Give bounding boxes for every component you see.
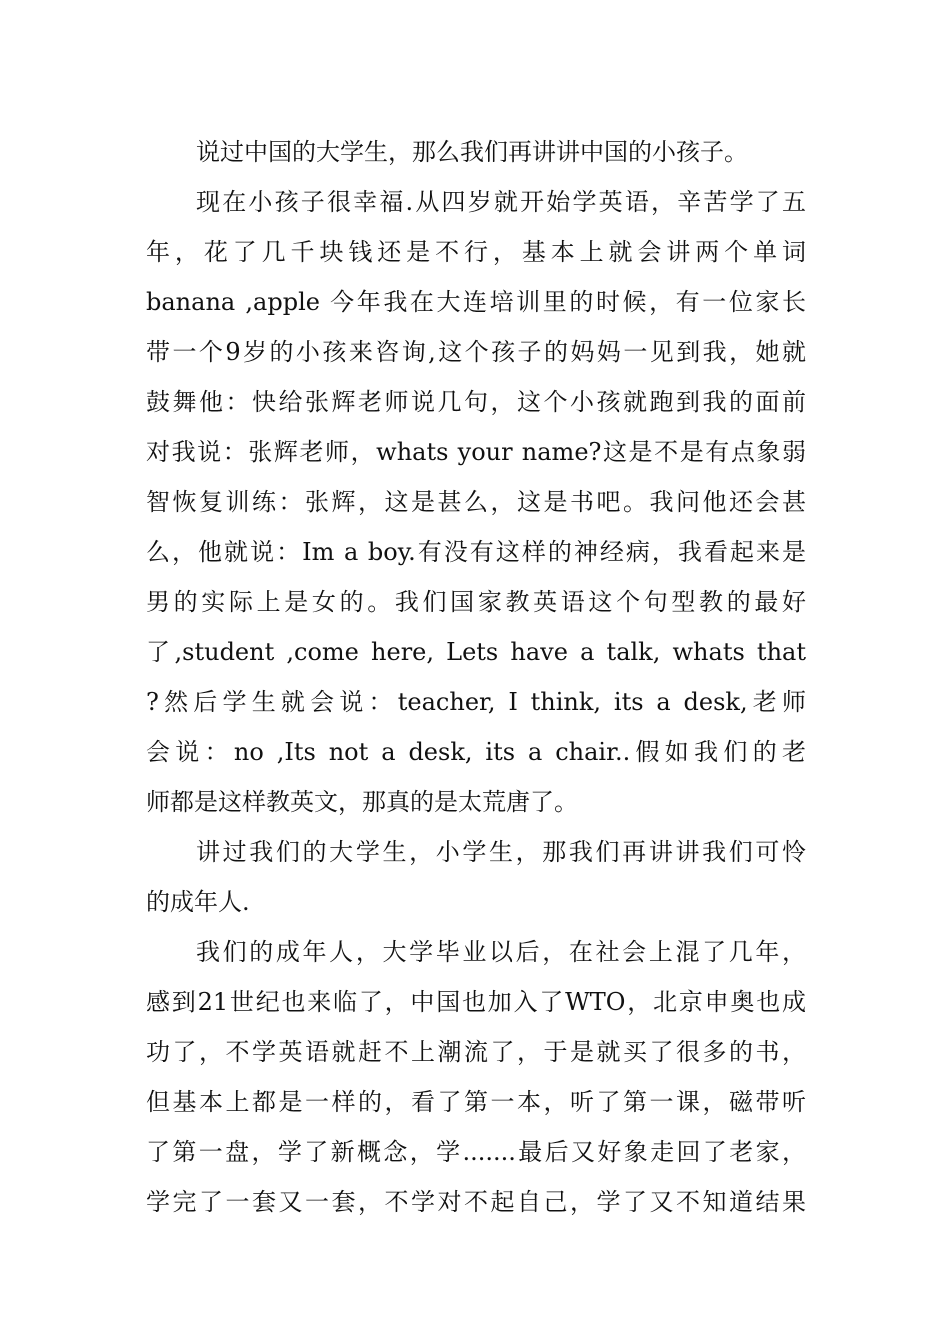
paragraph-line: 功了，不学英语就赶不上潮流了，于是就买了很多的书， <box>146 1038 806 1066</box>
paragraph-line: 但基本上都是一样的，看了第一本，听了第一课，磁带听 <box>146 1088 806 1116</box>
paragraph-line: 男的实际上是女的。我们国家教英语这个句型教的最好 <box>146 588 806 616</box>
paragraph-line: 带一个9岁的小孩来咨询,这个孩子的妈妈一见到我，她就 <box>146 338 806 366</box>
paragraph-line: 学完了一套又一套，不学对不起自己，学了又不知道结果 <box>146 1188 806 1216</box>
paragraph-1 <box>146 127 806 177</box>
paragraph-line: 师都是这样教英文，那真的是太荒唐了。 <box>146 788 578 816</box>
paragraph-line: 我们的成年人，大学毕业以后，在社会上混了几年， <box>196 938 806 966</box>
paragraph-line: 讲过我们的大学生，小学生，那我们再讲讲我们可怜 <box>196 838 806 866</box>
paragraph-line: 对我说：张辉老师，whats your name?这是不是有点象弱 <box>146 438 806 466</box>
paragraph-line: ?然后学生就会说：teacher, I think, its a desk,老师 <box>146 688 806 716</box>
paragraph-line: 现在小孩子很幸福.从四岁就开始学英语，辛苦学了五 <box>196 188 806 216</box>
paragraph-4 <box>146 927 806 1227</box>
paragraph-line: 了,student ,come here, Lets have a talk, whats that <box>146 638 806 666</box>
paragraph-line: 会说：no ,Its not a desk, its a chair..假如我们的老 <box>146 738 806 766</box>
paragraph-line: 的成年人. <box>146 888 250 916</box>
paragraph-3 <box>146 827 806 927</box>
paragraph-line: 鼓舞他：快给张辉老师说几句，这个小孩就跑到我的面前 <box>146 388 806 416</box>
paragraph-line: 智恢复训练：张辉，这是甚么，这是书吧。我问他还会甚 <box>146 488 806 516</box>
paragraph-line: 说过中国的大学生，那么我们再讲讲中国的小孩子。 <box>196 138 748 166</box>
paragraph-2 <box>146 177 806 827</box>
paragraph-line: banana ,apple 今年我在大连培训里的时候，有一位家长 <box>146 288 806 316</box>
document-body <box>146 127 806 1227</box>
paragraph-line: 么，他就说：Im a boy.有没有这样的神经病，我看起来是 <box>146 538 806 566</box>
paragraph-line: 年，花了几千块钱还是不行，基本上就会讲两个单词 <box>146 238 806 266</box>
paragraph-line: 了第一盘，学了新概念，学.......最后又好象走回了老家， <box>146 1138 806 1166</box>
paragraph-line: 感到21世纪也来临了，中国也加入了WTO，北京申奥也成 <box>146 988 806 1016</box>
